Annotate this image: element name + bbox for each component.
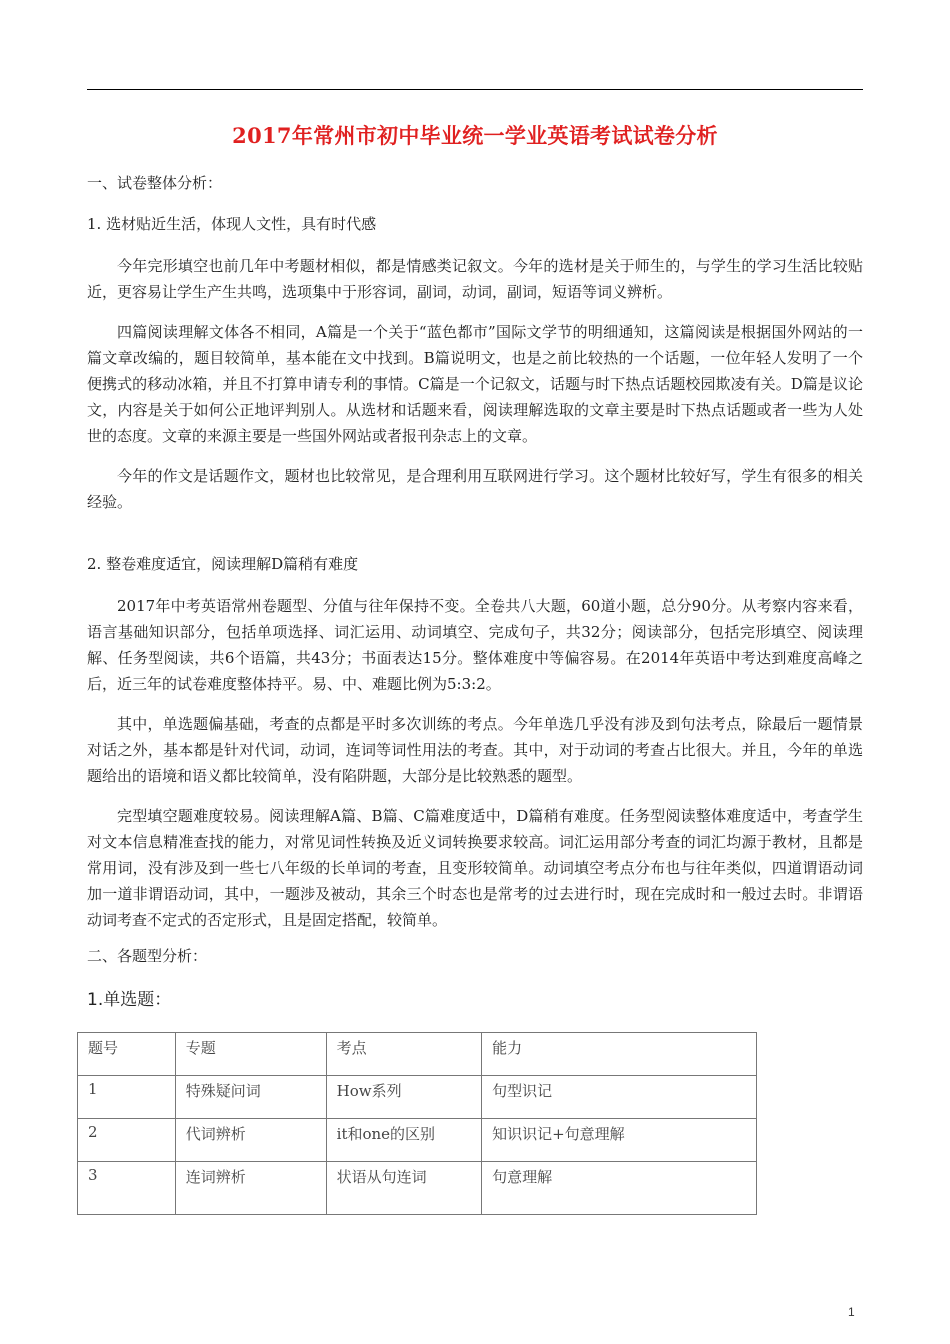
table-cell: 句意理解 xyxy=(482,1162,757,1215)
paragraph: 今年完形填空也前几年中考题材相似，都是情感类记叙文。今年的选材是关于师生的，与学生的学习生活比较贴近，更容易让学生产生共鸣，选项集中于形容词，副词，动词，副词，短语等词义辨析。 xyxy=(87,257,863,301)
page-title: 2017年常州市初中毕业统一学业英语考试试卷分析 xyxy=(232,123,718,148)
table-row xyxy=(78,1119,757,1162)
point2-body xyxy=(87,593,863,933)
section1-heading: 一、试卷整体分析： xyxy=(87,174,223,192)
point1-heading: 1. 选材贴近生活，体现人文性，具有时代感 xyxy=(87,215,377,233)
point2-heading: 2. 整卷难度适宜，阅读理解D篇稍有难度 xyxy=(87,555,359,573)
table-cell: 特殊疑问词 xyxy=(175,1076,326,1119)
table-cell: 知识识记+句意理解 xyxy=(482,1119,757,1162)
table-cell: 句型识记 xyxy=(482,1076,757,1119)
paragraph: 今年的作文是话题作文，题材也比较常见，是合理利用互联网进行学习。这个题材比较好写，学生有很多的相关经验。 xyxy=(87,467,863,511)
table-header-cell: 题号 xyxy=(78,1033,176,1076)
question-analysis-table xyxy=(77,1032,757,1215)
table-cell: 3 xyxy=(78,1162,176,1215)
table-cell: 状语从句连词 xyxy=(326,1162,481,1215)
paragraph: 四篇阅读理解文体各不相同，A篇是一个关于“蓝色都市”国际文学节的明细通知，这篇阅读是根据国外网站的一篇文章改编的，题目较简单，基本能在文中找到。B篇说明文，也是之前比较热的一个话题，一位年轻人发明了一个便携式的移动冰箱，并且不打算申请专利的事情。C篇是一个记叙文，话题与时下热点话题校园欺凌有关。D篇是议论文，内容是关于如何公正地评判别人。从选材和话题来看，阅读理解选取的文章主要是时下热点话题或者一些为人处世的态度。文章的来源主要是一些国外网站或者报刊杂志上的文章。 xyxy=(87,323,863,445)
table-cell: 1 xyxy=(78,1076,176,1119)
section2-heading: 二、各题型分析： xyxy=(87,947,208,965)
table-cell: 2 xyxy=(78,1119,176,1162)
point1-body xyxy=(87,253,863,515)
table-header-cell: 考点 xyxy=(326,1033,481,1076)
paragraph: 2017年中考英语常州卷题型、分值与往年保持不变。全卷共八大题，60道小题，总分90分。从考察内容来看，语言基础知识部分，包括单项选择、词汇运用、动词填空、完成句子，共32分；阅读部分，包括完形填空、阅读理解、任务型阅读，共6个语篇，共43分；书面表达15分。整体难度中等偏容易。在2014年英语中考达到难度高峰之后，近三年的试卷难度整体持平。易、中、难题比例为5:3:2。 xyxy=(87,597,863,693)
table-cell: 连词辨析 xyxy=(175,1162,326,1215)
paragraph: 完型填空题难度较易。阅读理解A篇、B篇、C篇难度适中，D篇稍有难度。任务型阅读整体难度适中，考查学生对文本信息精准查找的能力，对常见词性转换及近义词转换要求较高。词汇运用部分考查的词汇均源于教材，且都是常用词，没有涉及到一些七八年级的长单词的考查，且变形较简单。动词填空考点分布也与往年类似，四道谓语动词加一道非谓语动词，其中，一题涉及被动，其余三个时态也是常考的过去进行时，现在完成时和一般过去时。非谓语动词考查不定式的否定形式，且是固定搭配，较简单。 xyxy=(87,807,863,929)
table-header-row xyxy=(78,1033,757,1076)
table-row xyxy=(78,1076,757,1119)
table-cell: 代词辨析 xyxy=(175,1119,326,1162)
table-header-cell: 专题 xyxy=(175,1033,326,1076)
table-header-cell: 能力 xyxy=(482,1033,757,1076)
table-cell: How系列 xyxy=(326,1076,481,1119)
table-cell: it和one的区别 xyxy=(326,1119,481,1162)
top-rule xyxy=(87,89,863,90)
page-number: 1 xyxy=(848,1305,855,1319)
table-row xyxy=(78,1162,757,1215)
single-choice-heading: 1.单选题： xyxy=(87,990,172,1010)
paragraph: 其中，单选题偏基础，考查的点都是平时多次训练的考点。今年单选几乎没有涉及到句法考点，除最后一题情景对话之外，基本都是针对代词，动词，连词等词性用法的考查。其中，对于动词的考查占比很大。并且，今年的单选题给出的语境和语义都比较简单，没有陷阱题，大部分是比较熟悉的题型。 xyxy=(87,715,863,785)
